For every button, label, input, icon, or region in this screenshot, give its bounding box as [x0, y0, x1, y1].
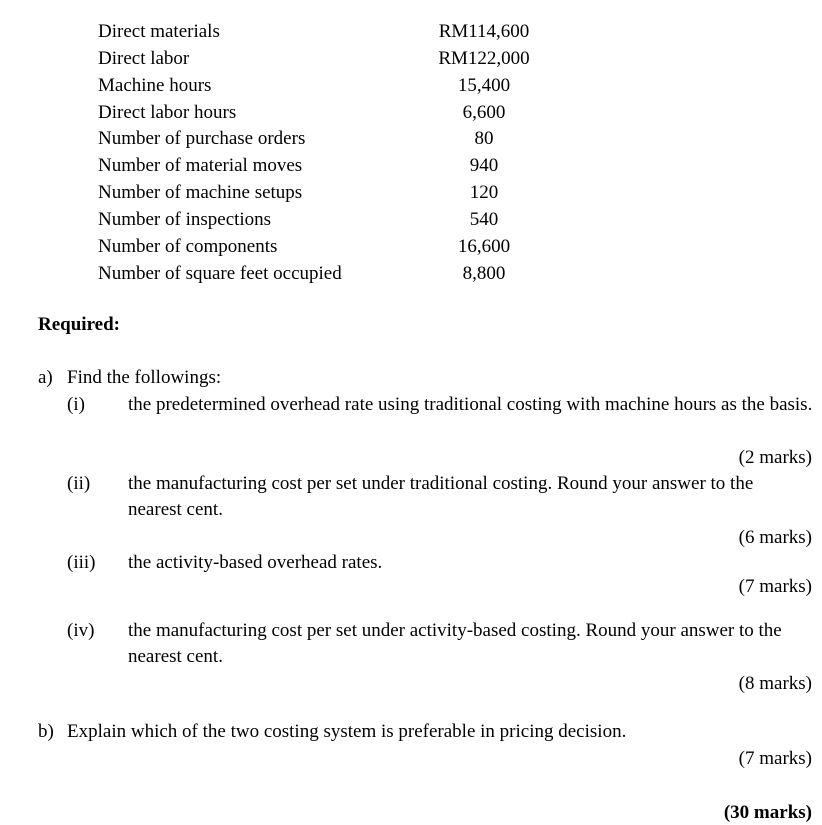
row-value: 120 [469, 182, 499, 203]
item-marks: (6 marks) [738, 527, 812, 548]
item-marks: (8 marks) [738, 673, 812, 694]
row-value: 540 [469, 209, 499, 230]
row-value: RM122,000 [438, 48, 530, 69]
row-value: RM114,600 [438, 21, 530, 42]
item-text: the manufacturing cost per set under activity-based costing. Round your answer to the nearest cent. [128, 620, 782, 667]
row-label: Number of components [98, 236, 278, 257]
row-label: Direct labor hours [98, 102, 237, 123]
item-number: (ii) [67, 473, 91, 494]
item-number: (iii) [67, 552, 96, 573]
item-number: (iv) [67, 620, 95, 641]
item-marks: (2 marks) [738, 447, 812, 468]
row-label: Number of square feet occupied [98, 263, 342, 284]
item-marks: (7 marks) [738, 576, 812, 597]
part-b-text: Explain which of the two costing system is preferable in pricing decision. [67, 721, 627, 742]
item-text: the manufacturing cost per set under traditional costing. Round your answer to the nearest cent. [128, 473, 754, 520]
row-label: Number of inspections [98, 209, 272, 230]
row-label: Direct materials [98, 21, 220, 42]
row-label: Number of purchase orders [98, 128, 306, 149]
required-heading: Required: [38, 314, 120, 335]
item-text: the predetermined overhead rate using traditional costing with machine hours as the basis. [128, 394, 813, 415]
row-label: Machine hours [98, 75, 212, 96]
row-label: Direct labor [98, 48, 190, 69]
row-value: 16,600 [457, 236, 511, 257]
row-value: 940 [469, 155, 499, 176]
part-b-label: b) [38, 721, 54, 742]
part-b-marks: (7 marks) [738, 748, 812, 769]
row-label: Number of machine setups [98, 182, 303, 203]
part-a-label: a) [38, 367, 53, 388]
row-value: 6,600 [462, 102, 506, 123]
row-value: 8,800 [462, 263, 506, 284]
part-a-intro: Find the followings: [67, 367, 222, 388]
row-value: 80 [474, 128, 494, 149]
item-number: (i) [67, 394, 85, 415]
item-text: the activity-based overhead rates. [128, 552, 383, 573]
row-label: Number of material moves [98, 155, 303, 176]
row-value: 15,400 [457, 75, 511, 96]
total-marks: (30 marks) [723, 802, 812, 823]
